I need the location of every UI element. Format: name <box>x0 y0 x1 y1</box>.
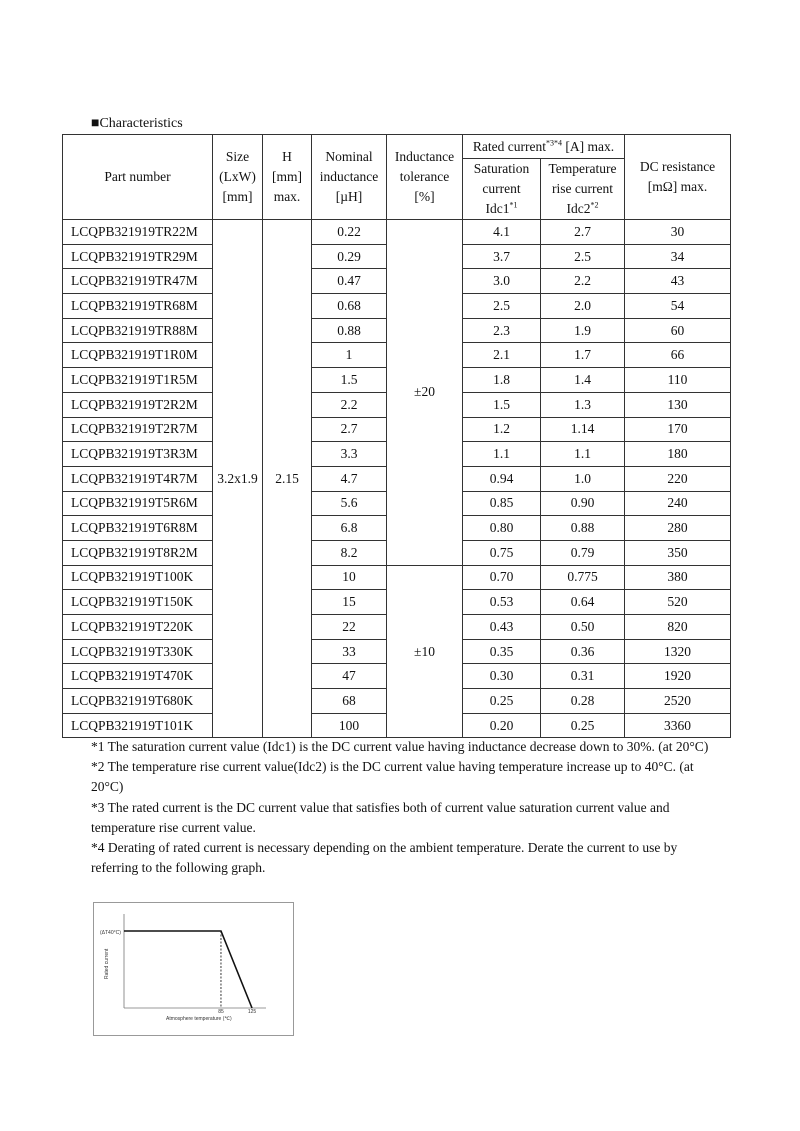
part-number-cell: LCQPB321919TR22M <box>63 220 213 245</box>
inductance-cell: 22 <box>312 615 387 640</box>
header-temperature-rise-current: Temperature rise current Idc2$^{*2}$ <box>541 159 625 220</box>
temperature-rise-current-cell: 0.36 <box>541 639 625 664</box>
footnote-2: *2 The temperature rise current value(Idc2) is the DC current value having temperature increase up to 40°C. (at 20°C) <box>91 759 694 795</box>
tolerance-cell-10: ±10 <box>387 565 463 738</box>
saturation-current-cell: 0.30 <box>463 664 541 689</box>
temperature-rise-current-cell: 2.0 <box>541 294 625 319</box>
x-axis-label: Atmosphere temperature (℃) <box>166 1016 232 1022</box>
inductance-cell: 0.22 <box>312 220 387 245</box>
temperature-rise-current-cell: 0.50 <box>541 615 625 640</box>
inductance-cell: 2.2 <box>312 392 387 417</box>
temperature-rise-current-cell: 1.3 <box>541 392 625 417</box>
saturation-current-cell: 4.1 <box>463 220 541 245</box>
saturation-current-cell: 2.3 <box>463 318 541 343</box>
derating-graph <box>93 902 294 1036</box>
saturation-current-cell: 0.25 <box>463 689 541 714</box>
dc-resistance-cell: 180 <box>625 442 731 467</box>
y-tick-label: (ΔT40°C) <box>100 930 121 936</box>
temperature-rise-current-cell: 2.7 <box>541 220 625 245</box>
saturation-current-cell: 1.2 <box>463 417 541 442</box>
inductance-cell: 0.29 <box>312 244 387 269</box>
dc-resistance-cell: 240 <box>625 491 731 516</box>
dc-resistance-cell: 170 <box>625 417 731 442</box>
footnotes <box>91 737 711 878</box>
derating-chart-svg <box>94 903 293 1035</box>
part-number-cell: LCQPB321919TR88M <box>63 318 213 343</box>
inductance-cell: 47 <box>312 664 387 689</box>
part-number-cell: LCQPB321919TR47M <box>63 269 213 294</box>
dc-resistance-cell: 66 <box>625 343 731 368</box>
dc-resistance-cell: 43 <box>625 269 731 294</box>
saturation-current-cell: 3.0 <box>463 269 541 294</box>
saturation-current-cell: 0.70 <box>463 565 541 590</box>
inductance-cell: 5.6 <box>312 491 387 516</box>
inductance-cell: 6.8 <box>312 516 387 541</box>
part-number-cell: LCQPB321919T6R8M <box>63 516 213 541</box>
saturation-current-cell: 0.80 <box>463 516 541 541</box>
characteristics-table <box>62 134 731 738</box>
temperature-rise-current-cell: 1.14 <box>541 417 625 442</box>
saturation-current-cell: 1.1 <box>463 442 541 467</box>
part-number-cell: LCQPB321919T470K <box>63 664 213 689</box>
saturation-current-cell: 0.53 <box>463 590 541 615</box>
dc-resistance-cell: 30 <box>625 220 731 245</box>
tolerance-cell-20: ±20 <box>387 220 463 566</box>
part-number-cell: LCQPB321919TR29M <box>63 244 213 269</box>
dc-resistance-cell: 220 <box>625 466 731 491</box>
derating-curve <box>124 931 252 1008</box>
temperature-rise-current-cell: 2.2 <box>541 269 625 294</box>
temperature-rise-current-cell: 1.0 <box>541 466 625 491</box>
dc-resistance-cell: 110 <box>625 368 731 393</box>
inductance-cell: 8.2 <box>312 540 387 565</box>
saturation-current-cell: 2.5 <box>463 294 541 319</box>
part-number-cell: LCQPB321919T101K <box>63 713 213 738</box>
part-number-cell: LCQPB321919T8R2M <box>63 540 213 565</box>
saturation-current-cell: 0.85 <box>463 491 541 516</box>
temperature-rise-current-cell: 0.775 <box>541 565 625 590</box>
table-body <box>63 220 731 738</box>
header-height: H [mm] max. <box>263 135 312 220</box>
header-dc-resistance: DC resistance [mΩ] max. <box>625 135 731 220</box>
footnote-4: *4 Derating of rated current is necessary depending on the ambient temperature. Derate the current to use by referring to the following graph. <box>91 840 678 876</box>
temperature-rise-current-cell: 0.64 <box>541 590 625 615</box>
dc-resistance-cell: 130 <box>625 392 731 417</box>
dc-resistance-cell: 54 <box>625 294 731 319</box>
dc-resistance-cell: 1920 <box>625 664 731 689</box>
size-cell: 3.2x1.9 <box>213 220 263 738</box>
section-title: ■Characteristics <box>91 116 183 131</box>
inductance-cell: 1 <box>312 343 387 368</box>
saturation-current-cell: 0.20 <box>463 713 541 738</box>
temperature-rise-current-cell: 0.25 <box>541 713 625 738</box>
footnote-3: *3 The rated current is the DC current value that satisfies both of current value saturation current value and temperature rise current value. <box>91 799 670 835</box>
part-number-cell: LCQPB321919T3R3M <box>63 442 213 467</box>
dc-resistance-cell: 820 <box>625 615 731 640</box>
dc-resistance-cell: 380 <box>625 565 731 590</box>
saturation-current-cell: 3.7 <box>463 244 541 269</box>
header-size: Size (LxW) [mm] <box>213 135 263 220</box>
inductance-cell: 1.5 <box>312 368 387 393</box>
inductance-cell: 0.88 <box>312 318 387 343</box>
dc-resistance-cell: 1320 <box>625 639 731 664</box>
temperature-rise-current-cell: 0.90 <box>541 491 625 516</box>
inductance-cell: 3.3 <box>312 442 387 467</box>
part-number-cell: LCQPB321919T1R0M <box>63 343 213 368</box>
temperature-rise-current-cell: 1.7 <box>541 343 625 368</box>
height-cell: 2.15 <box>263 220 312 738</box>
header-inductance-tolerance: Inductance tolerance [%] <box>387 135 463 220</box>
inductance-cell: 100 <box>312 713 387 738</box>
inductance-cell: 4.7 <box>312 466 387 491</box>
part-number-cell: LCQPB321919T150K <box>63 590 213 615</box>
part-number-cell: LCQPB321919T4R7M <box>63 466 213 491</box>
inductance-cell: 0.68 <box>312 294 387 319</box>
dc-resistance-cell: 2520 <box>625 689 731 714</box>
inductance-cell: 68 <box>312 689 387 714</box>
temperature-rise-current-cell: 1.1 <box>541 442 625 467</box>
temperature-rise-current-cell: 0.31 <box>541 664 625 689</box>
inductance-cell: 10 <box>312 565 387 590</box>
x-tick-85: 85 <box>218 1009 224 1015</box>
part-number-cell: LCQPB321919T5R6M <box>63 491 213 516</box>
dc-resistance-cell: 280 <box>625 516 731 541</box>
inductance-cell: 2.7 <box>312 417 387 442</box>
inductance-cell: 15 <box>312 590 387 615</box>
temperature-rise-current-cell: 1.9 <box>541 318 625 343</box>
dc-resistance-cell: 60 <box>625 318 731 343</box>
part-number-cell: LCQPB321919T330K <box>63 639 213 664</box>
part-number-cell: LCQPB321919T2R2M <box>63 392 213 417</box>
table-row <box>63 220 731 245</box>
footnote-1: *1 The saturation current value (Idc1) is the DC current value having inductance decrease down to 30%. (at 20°C) <box>91 739 709 754</box>
inductance-cell: 33 <box>312 639 387 664</box>
temperature-rise-current-cell: 1.4 <box>541 368 625 393</box>
x-tick-125: 125 <box>247 1009 257 1015</box>
header-saturation-current: Saturation current Idc1$^{*1}$ <box>463 159 541 220</box>
part-number-cell: LCQPB321919T100K <box>63 565 213 590</box>
inductance-cell: 0.47 <box>312 269 387 294</box>
dc-resistance-cell: 34 <box>625 244 731 269</box>
saturation-current-cell: 0.75 <box>463 540 541 565</box>
part-number-cell: LCQPB321919T2R7M <box>63 417 213 442</box>
part-number-cell: LCQPB321919T1R5M <box>63 368 213 393</box>
saturation-current-cell: 0.43 <box>463 615 541 640</box>
table-row <box>63 565 731 590</box>
saturation-current-cell: 0.94 <box>463 466 541 491</box>
header-part-number: Part number <box>63 135 213 220</box>
part-number-cell: LCQPB321919TR68M <box>63 294 213 319</box>
y-axis-label: Rated current <box>104 948 110 979</box>
saturation-current-cell: 0.35 <box>463 639 541 664</box>
saturation-current-cell: 2.1 <box>463 343 541 368</box>
saturation-current-cell: 1.8 <box>463 368 541 393</box>
temperature-rise-current-cell: 0.79 <box>541 540 625 565</box>
header-rated-current: Rated current$^{*3*4}$ [A] max. <box>463 135 625 159</box>
dc-resistance-cell: 520 <box>625 590 731 615</box>
temperature-rise-current-cell: 2.5 <box>541 244 625 269</box>
saturation-current-cell: 1.5 <box>463 392 541 417</box>
header-nominal-inductance: Nominal inductance [µH] <box>312 135 387 220</box>
dc-resistance-cell: 3360 <box>625 713 731 738</box>
part-number-cell: LCQPB321919T220K <box>63 615 213 640</box>
temperature-rise-current-cell: 0.28 <box>541 689 625 714</box>
temperature-rise-current-cell: 0.88 <box>541 516 625 541</box>
dc-resistance-cell: 350 <box>625 540 731 565</box>
part-number-cell: LCQPB321919T680K <box>63 689 213 714</box>
